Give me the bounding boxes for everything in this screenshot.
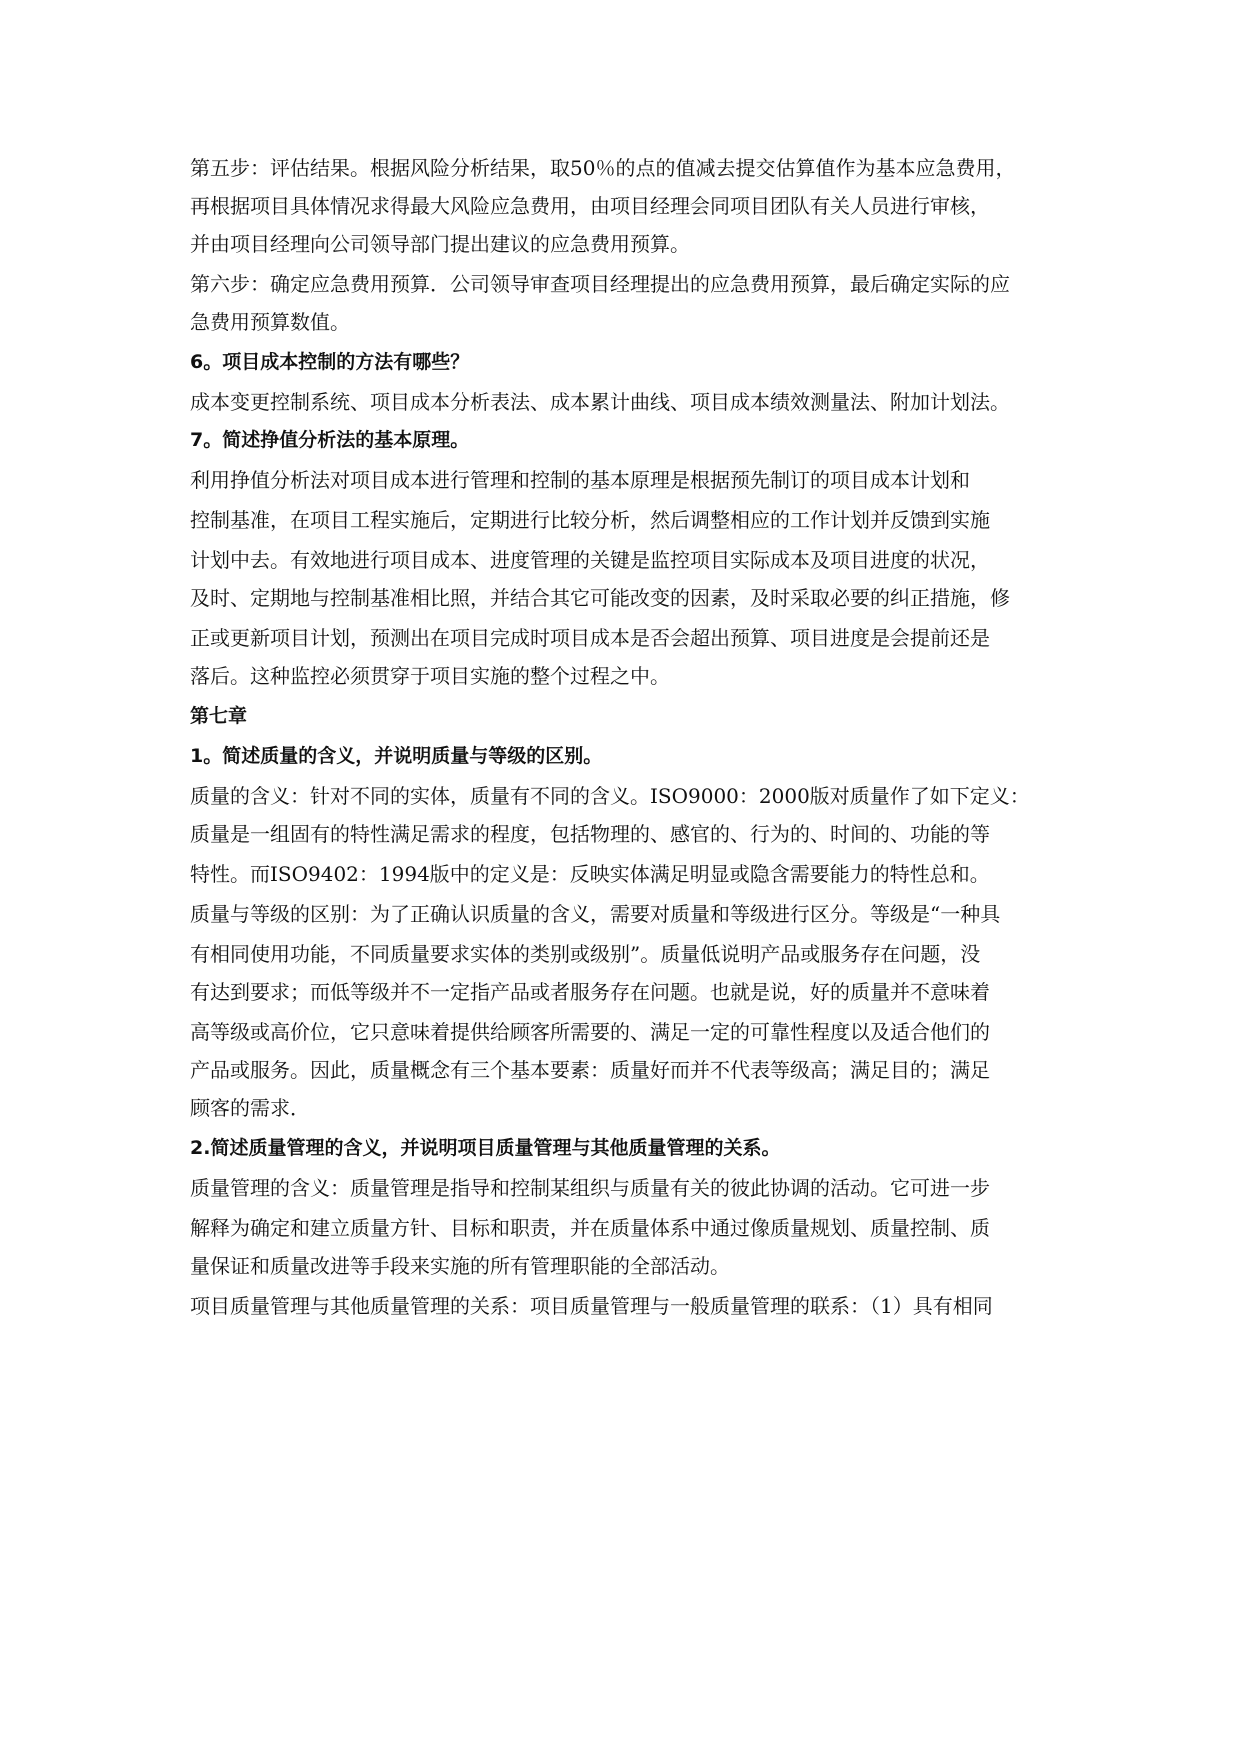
paragraph-line: 计划中去。有效地进行项目成本、进度管理的关键是监控项目实际成本及项目进度的状况， xyxy=(190,548,990,572)
paragraph-line: 产品或服务。因此，质量概念有三个基本要素：质量好而并不代表等级高；满足目的；满足 xyxy=(190,1058,990,1082)
paragraph-line: 利用挣值分析法对项目成本进行管理和控制的基本原理是根据预先制订的项目成本计划和 xyxy=(190,468,970,492)
paragraph-line: 质量与等级的区别：为了正确认识质量的含义，需要对质量和等级进行区分。等级是“一种具 xyxy=(190,902,1001,926)
paragraph-line: 急费用预算数值。 xyxy=(190,310,350,334)
paragraph-line: 第五步：评估结果。根据风险分析结果，取50％的点的值减去提交估算值作为基本应急费用， xyxy=(190,156,1016,180)
paragraph-line: 第六步：确定应急费用预算．公司领导审查项目经理提出的应急费用预算，最后确定实际的应 xyxy=(190,272,1010,296)
paragraph-line: 质量是一组固有的特性满足需求的程度，包括物理的、感官的、行为的、时间的、功能的等 xyxy=(190,822,990,846)
question-heading: 2.简述质量管理的含义，并说明项目质量管理与其他质量管理的关系。 xyxy=(190,1137,781,1159)
paragraph-line: 高等级或高价位，它只意味着提供给顾客所需要的、满足一定的可靠性程度以及适合他们的 xyxy=(190,1020,990,1044)
paragraph-line: 正或更新项目计划，预测出在项目完成时项目成本是否会超出预算、项目进度是会提前还是 xyxy=(190,626,990,650)
chapter-heading: 第七章 xyxy=(190,705,248,727)
question-heading: 6。项目成本控制的方法有哪些？ xyxy=(190,351,470,373)
paragraph-line: 有相同使用功能，不同质量要求实体的类别或级别”。质量低说明产品或服务存在问题，没 xyxy=(190,942,981,966)
paragraph-line: 及时、定期地与控制基准相比照，并结合其它可能改变的因素，及时采取必要的纠正措施，修 xyxy=(190,586,1010,610)
paragraph-line: 解释为确定和建立质量方针、目标和职责，并在质量体系中通过像质量规划、质量控制、质 xyxy=(190,1216,990,1240)
paragraph-line: 质量的含义：针对不同的实体，质量有不同的含义。ISO9000：2000版对质量作了如下定义： xyxy=(190,784,1030,808)
paragraph-line: 落后。这种监控必须贯穿于项目实施的整个过程之中。 xyxy=(190,664,670,688)
paragraph-line: 质量管理的含义：质量管理是指导和控制某组织与质量有关的彼此协调的活动。它可进一步 xyxy=(190,1176,990,1200)
paragraph-line: 特性。而ISO9402：1994版中的定义是：反映实体满足明显或隐含需要能力的特性总和。 xyxy=(190,862,990,886)
paragraph-line: 顾客的需求． xyxy=(190,1096,310,1120)
paragraph-line: 并由项目经理向公司领导部门提出建议的应急费用预算。 xyxy=(190,232,690,256)
question-heading: 1。简述质量的含义，并说明质量与等级的区别。 xyxy=(190,745,603,767)
paragraph-line: 控制基准，在项目工程实施后，定期进行比较分析，然后调整相应的工作计划并反馈到实施 xyxy=(190,508,990,532)
paragraph-line: 量保证和质量改进等手段来实施的所有管理职能的全部活动。 xyxy=(190,1254,730,1278)
paragraph-line: 项目质量管理与其他质量管理的关系：项目质量管理与一般质量管理的联系：（1）具有相同 xyxy=(190,1294,993,1318)
paragraph-line: 有达到要求；而低等级并不一定指产品或者服务存在问题。也就是说，好的质量并不意味着 xyxy=(190,980,990,1004)
question-heading: 7。简述挣值分析法的基本原理。 xyxy=(190,429,470,451)
paragraph-line: 成本变更控制系统、项目成本分析表法、成本累计曲线、项目成本绩效测量法、附加计划法。 xyxy=(190,390,1010,414)
paragraph-line: 再根据项目具体情况求得最大风险应急费用，由项目经理会同项目团队有关人员进行审核， xyxy=(190,194,990,218)
